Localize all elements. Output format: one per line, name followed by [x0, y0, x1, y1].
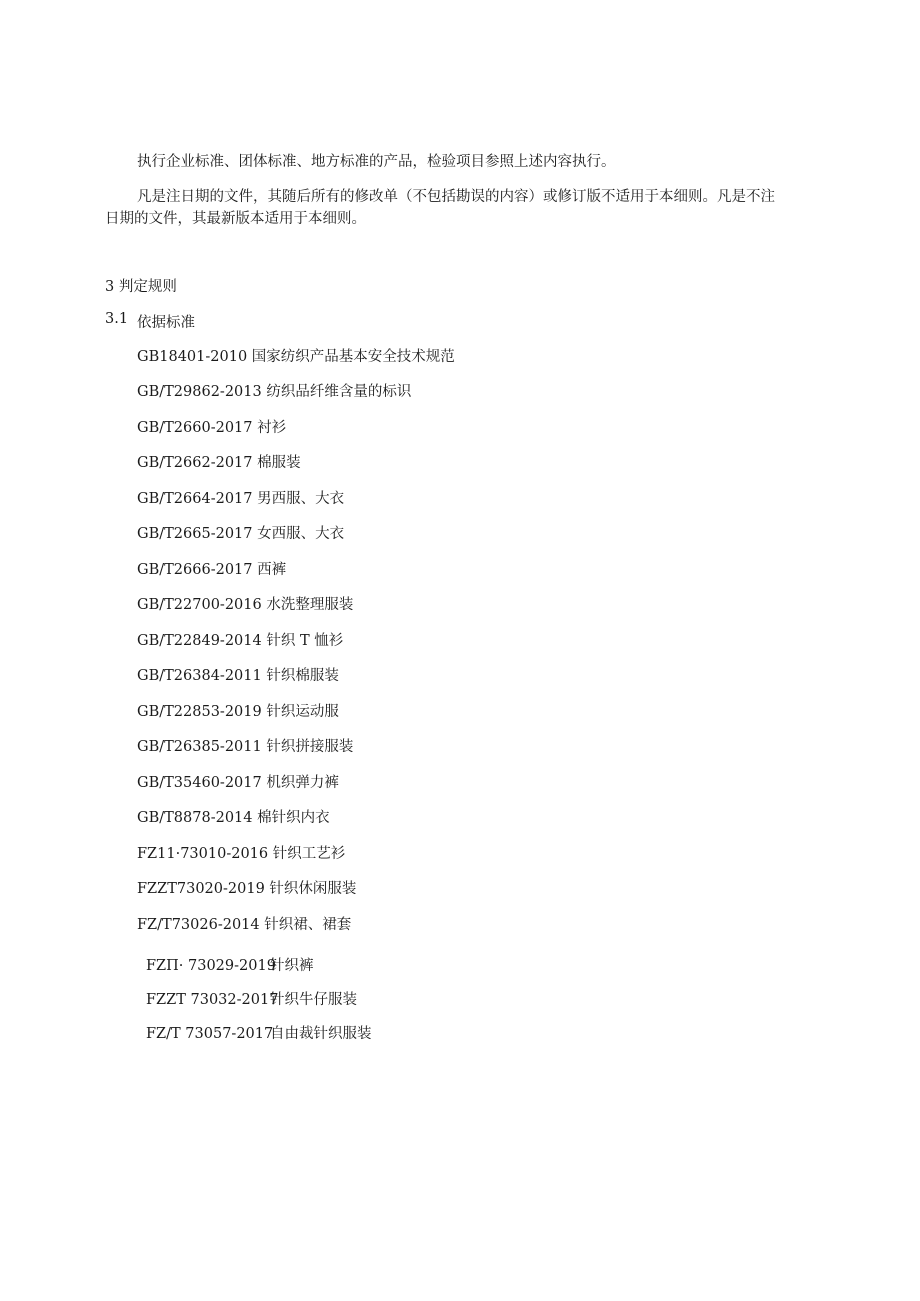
standard-item: GB/T22849-2014 针织 T 恤衫 [137, 633, 344, 649]
subsection-title: 依据标准 [137, 315, 195, 331]
standard-name: 针织裤 [270, 958, 314, 974]
standard-item: GB/T2660-2017 衬衫 [137, 420, 287, 436]
standard-item: GB18401-2010 国家纺织产品基本安全技术规范 [137, 349, 455, 365]
standard-item: GB/T2665-2017 女西服、大衣 [137, 526, 345, 542]
standard-item [146, 989, 357, 1011]
standard-item: GB/T26384-2011 针织棉服装 [137, 668, 339, 684]
paragraph-enterprise-standards: 执行企业标准、团体标准、地方标准的产品，检验项目参照上述内容执行。 [137, 154, 616, 170]
standard-name: 针织牛仔服装 [270, 992, 357, 1008]
standard-item: GB/T2666-2017 西裤 [137, 562, 287, 578]
standard-code: FZ/T 73057-2017 [146, 1026, 274, 1042]
standard-item [146, 955, 314, 977]
standard-item: GB/T2664-2017 男西服、大衣 [137, 491, 345, 507]
standard-item: GB/T22700-2016 水洗整理服装 [137, 597, 354, 613]
standard-item: GB/T35460-2017 机织弹力裤 [137, 775, 339, 791]
standard-item: FZ/T73026-2014 针织裙、裙套 [137, 917, 352, 933]
standard-item [146, 1023, 372, 1045]
subsection-number: 3.1 [105, 311, 129, 327]
standard-item: FZZT73020-2019 针织休闲服装 [137, 881, 357, 897]
standard-item: GB/T8878-2014 棉针织内衣 [137, 810, 330, 826]
standard-item: GB/T29862-2013 纺织品纤维含量的标识 [137, 384, 412, 400]
standard-item: FZ11·73010-2016 针织工艺衫 [137, 846, 346, 862]
paragraph-dated-documents-line2: 日期的文件，其最新版本适用于本细则。 [105, 211, 366, 227]
standard-code: FZZT 73032-2017 [146, 992, 279, 1008]
standard-item: GB/T2662-2017 棉服装 [137, 455, 301, 471]
paragraph-dated-documents-line1: 凡是注日期的文件，其随后所有的修改单（不包括勘误的内容）或修订版不适用于本细则。凡是不注 [137, 189, 775, 205]
section-heading: 3 判定规则 [105, 279, 177, 295]
standard-item: GB/T22853-2019 针织运动服 [137, 704, 339, 720]
standard-item: GB/T26385-2011 针织拼接服装 [137, 739, 354, 755]
standard-code: FZΠ· 73029-2019 [146, 958, 276, 974]
standard-name: 自由裁针织服装 [270, 1026, 372, 1042]
